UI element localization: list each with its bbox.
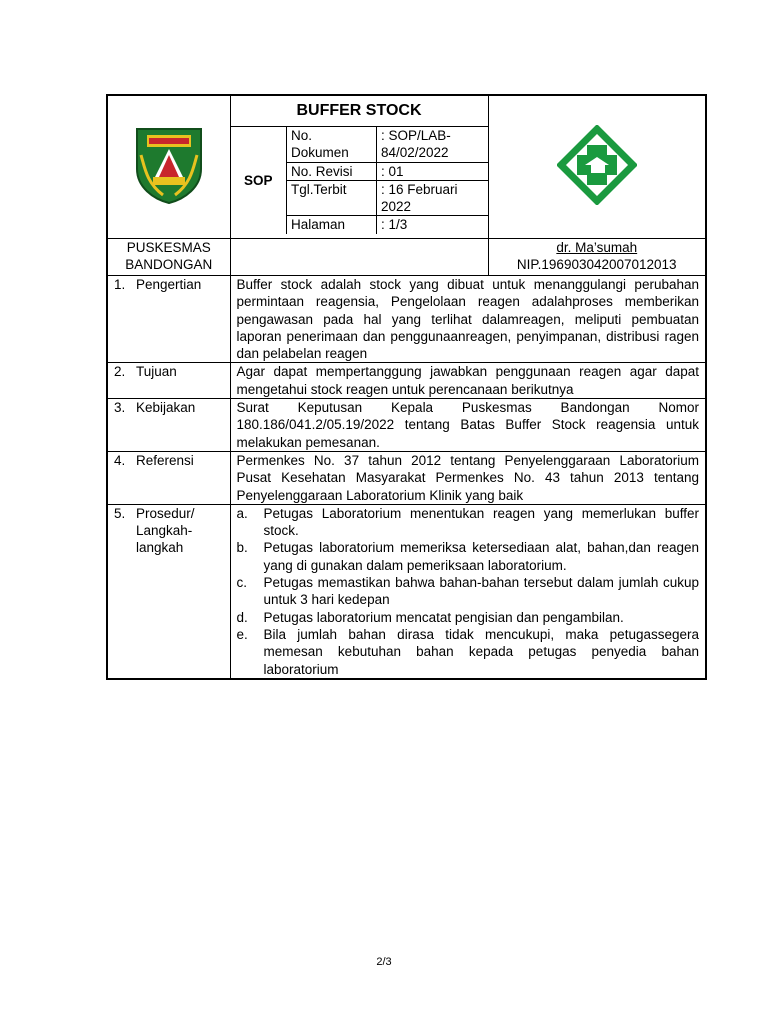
signer-name: dr. Ma’sumah xyxy=(556,240,638,255)
procedure-steps-cell xyxy=(230,504,706,678)
list-item xyxy=(237,609,700,626)
step-marker: b. xyxy=(236,540,248,556)
organization-name: PUSKESMAS BANDONGAN xyxy=(107,239,230,276)
section-label: Prosedur/ Langkah-langkah xyxy=(136,505,195,556)
meta-value-revision: : 01 xyxy=(377,162,488,180)
step-text: Petugas Laboratorium menentukan reagen yang memerlukan buffer stock. xyxy=(263,505,699,539)
section-label-cell xyxy=(107,276,230,363)
section-number: 3. xyxy=(114,400,126,416)
section-row xyxy=(107,399,706,452)
section-text: Surat Keputusan Kepala Puskesmas Bandongan Nomor 180.186/041.2/05.19/2022 tentang Batas Buffer Stock reagensia untuk melakukan pemesanan. xyxy=(230,399,706,452)
section-number: 1. xyxy=(114,277,126,292)
document-meta-table xyxy=(231,127,488,234)
step-marker: c. xyxy=(236,575,248,591)
list-item xyxy=(237,505,700,540)
page-number: 2/3 xyxy=(376,956,392,968)
section-label: Referensi xyxy=(136,452,194,468)
regency-crest-icon xyxy=(133,125,205,205)
step-text: Petugas laboratorium memeriksa ketersediaan alat, bahan,dan reagen yang di gunakan dalam pemeriksaan laboratorium. xyxy=(263,540,699,573)
list-item xyxy=(237,574,700,609)
blank-cell xyxy=(230,239,488,276)
section-label-cell xyxy=(107,399,230,452)
signer-cell xyxy=(488,239,706,276)
meta-label-revision: No. Revisi xyxy=(287,162,377,180)
step-text: Petugas memastikan bahwa bahan-bahan tersebut dalam jumlah cukup untuk 3 hari kedepan xyxy=(263,575,699,608)
section-text: Permenkes No. 37 tahun 2012 tentang Penyelenggaraan Laboratorium Pusat Kesehatan Masyarakat Permenkes No. 43 tahun 2013 tentang Penyelenggaraan Laboratorium Klinik yang baik xyxy=(230,451,706,504)
step-marker: d. xyxy=(236,609,248,625)
section-text: Buffer stock adalah stock yang dibuat untuk menanggulangi perubahan permintaan reagensia, Pengelolaan reagen adalahproses memberikan pengawasan pada hal yang terlihat dalamreagen, meliputi pembuatan laporan penerimaan dan penggunaanreagen, penyimpanan, distribusi ragen dan pelabelan reagen xyxy=(230,276,706,363)
procedure-row xyxy=(107,504,706,678)
section-row xyxy=(107,276,706,363)
document-meta-cell xyxy=(230,127,488,239)
procedure-steps xyxy=(237,505,700,678)
section-number: 2. xyxy=(114,364,126,380)
section-number: 4. xyxy=(114,452,126,468)
list-item xyxy=(237,626,700,678)
signer-nip: NIP.196903042007012013 xyxy=(516,257,677,273)
puskesmas-logo-icon xyxy=(557,125,637,205)
sop-table xyxy=(106,94,707,680)
section-row xyxy=(107,363,706,399)
section-row xyxy=(107,451,706,504)
list-item xyxy=(237,539,700,574)
step-text: Bila jumlah bahan dirasa tidak mencukupi, maka petugassegera memesan kebutuhan bahan kepada petugas penyedia bahan laboratorium xyxy=(263,626,699,677)
section-label: Kebijakan xyxy=(136,400,196,416)
document-title: BUFFER STOCK xyxy=(230,95,488,127)
meta-label-document-number: No. Dokumen xyxy=(287,127,377,162)
health-logo-cell xyxy=(488,95,706,239)
step-marker: a. xyxy=(236,505,248,521)
step-marker: e. xyxy=(236,626,248,642)
section-label-cell xyxy=(107,363,230,399)
regency-crest-cell xyxy=(107,95,230,239)
meta-value-page: : 1/3 xyxy=(377,216,488,234)
meta-value-issue-date: : 16 Februari 2022 xyxy=(377,180,488,216)
section-text: Agar dapat mempertanggung jawabkan penggunaan reagen agar dapat mengetahui stock reagen untuk perencanaan berikutnya xyxy=(230,363,706,399)
procedure-label-cell xyxy=(107,504,230,678)
meta-label-page: Halaman xyxy=(287,216,377,234)
section-label-cell xyxy=(107,451,230,504)
sop-label: SOP xyxy=(231,127,287,234)
meta-value-document-number: : SOP/LAB-84/02/2022 xyxy=(377,127,488,162)
section-label: Pengertian xyxy=(136,277,202,292)
section-label: Tujuan xyxy=(136,364,177,380)
section-number: 5. xyxy=(114,505,126,521)
step-text: Petugas laboratorium mencatat pengisian dan pengambilan. xyxy=(263,609,624,625)
meta-label-issue-date: Tgl.Terbit xyxy=(287,180,377,216)
